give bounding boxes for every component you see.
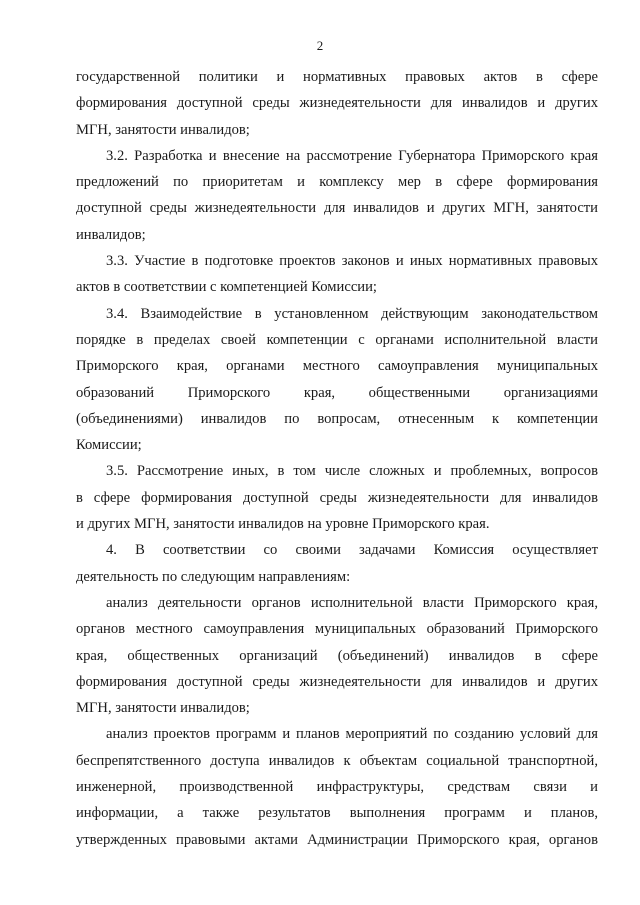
text-line: органов местного самоуправления муниципальных образований Приморского [76,621,598,638]
text-line: края, общественных организаций (объединений) инвалидов в сфере [76,647,598,664]
text-line: анализ деятельности органов исполнительной власти Приморского края, [106,594,598,611]
text-line: 3.4. Взаимодействие в установленном действующим законодательством [106,305,598,322]
paragraph [76,143,598,248]
text-line: 3.3. Участие в подготовке проектов законов и иных нормативных правовых [106,253,598,270]
text-line: беспрепятственного доступа инвалидов к объектам социальной транспортной, [76,752,598,769]
text-line: анализ проектов программ и планов мероприятий по созданию условий для [106,726,598,743]
text-line: деятельность по следующим направлениям: [76,568,351,585]
text-line: доступной среды жизнедеятельности для инвалидов и других МГН, занятости [76,200,598,217]
text-line: предложений по приоритетам и комплексу мер в сфере формирования [76,174,598,191]
text-line: в сфере формирования доступной среды жизнедеятельности для инвалидов [76,489,598,506]
paragraph [76,458,598,537]
text-line: порядке в пределах своей компетенции с органами исполнительной власти [76,331,598,348]
text-line: формирования доступной среды жизнедеятельности для инвалидов и других [76,95,598,112]
text-line: образований Приморского края, общественными организациями [76,384,598,401]
paragraph [76,721,598,852]
text-line: государственной политики и нормативных правовых актов в сфере [76,69,598,85]
text-line: формирования доступной среды жизнедеятельности для инвалидов и других [76,673,598,690]
text-line: актов в соответствии с компетенцией Комиссии; [76,279,377,296]
text-line: утвержденных правовыми актами Администрации Приморского края, органов [76,831,598,848]
paragraph [76,64,598,143]
text-line: инвалидов; [76,226,146,243]
text-line: 4. В соответствии со своими задачами Комиссия осуществляет [106,542,598,559]
text-line: Приморского края, органами местного самоуправления муниципальных [76,358,598,375]
page-number: 2 [316,38,324,53]
text-line: МГН, занятости инвалидов; [76,121,250,138]
text-line: и других МГН, занятости инвалидов на уровне Приморского края. [76,516,490,533]
text-line: (объединениями) инвалидов по вопросам, отнесенным к компетенции [76,410,598,427]
paragraph [76,590,598,721]
paragraph [76,301,598,459]
text-line: МГН, занятости инвалидов; [76,700,250,717]
paragraph [76,248,598,301]
text-line: информации, а также результатов выполнения программ и планов, [76,805,598,822]
text-line: 3.5. Рассмотрение иных, в том числе сложных и проблемных, вопросов [106,463,598,480]
text-line: инженерной, производственной инфраструктуры, средствам связи и [76,779,598,796]
text-line: Комиссии; [76,437,142,454]
text-line: 3.2. Разработка и внесение на рассмотрение Губернатора Приморского края [106,147,598,164]
paragraph [76,537,598,590]
document-body [76,64,598,853]
